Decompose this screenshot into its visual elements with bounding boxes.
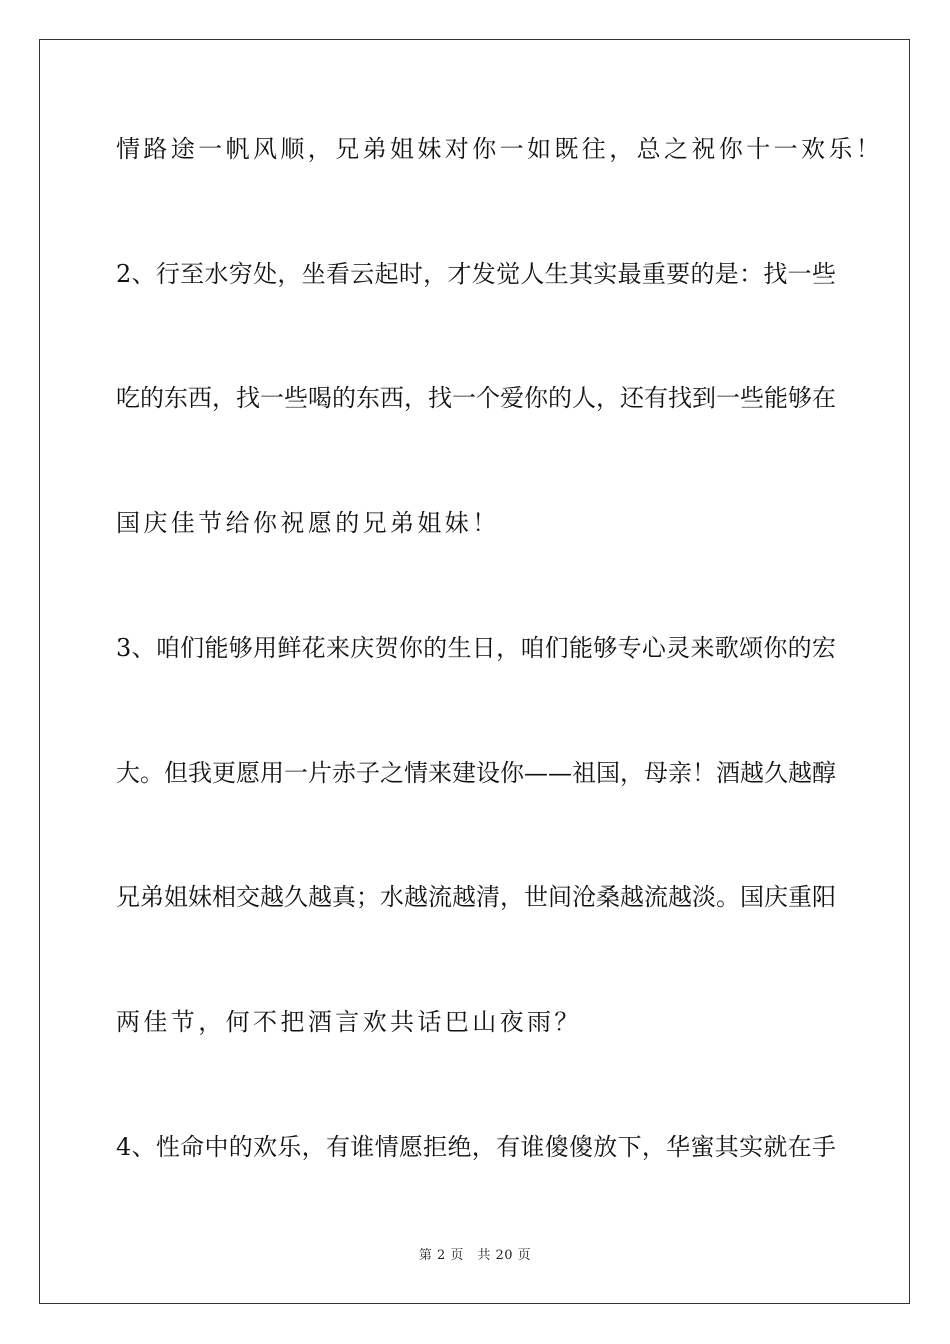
body-text-line-8: 两佳节，何不把酒言欢共话巴山夜雨？ [116,1008,582,1036]
body-text-line-9: 4、性命中的欢乐，有谁情愿拒绝，有谁傻傻放下，华蜜其实就在手 [116,1133,836,1161]
body-text-line-6: 大。但我更愿用一片赤子之情来建设你——祖国，母亲！酒越久越醇 [116,759,836,787]
body-text-line-5: 3、咱们能够用鲜花来庆贺你的生日，咱们能够专心灵来歌颂你的宏 [116,634,836,662]
page-number-footer: 第 2 页 共 20 页 [418,1248,532,1263]
body-text-line-3: 吃的东西，找一些喝的东西，找一个爱你的人，还有找到一些能够在 [116,384,836,412]
page-border [39,39,910,1304]
body-text-line-1: 情路途一帆风顺，兄弟姐妹对你一如既往，总之祝你十一欢乐！ [116,135,884,163]
body-text-line-4: 国庆佳节给你祝愿的兄弟姐妹！ [116,509,500,537]
body-text-line-2: 2、行至水穷处，坐看云起时，才发觉人生其实最重要的是：找一些 [116,260,836,288]
body-text-line-7: 兄弟姐妹相交越久越真；水越流越清，世间沧桑越流越淡。国庆重阳 [116,883,836,911]
